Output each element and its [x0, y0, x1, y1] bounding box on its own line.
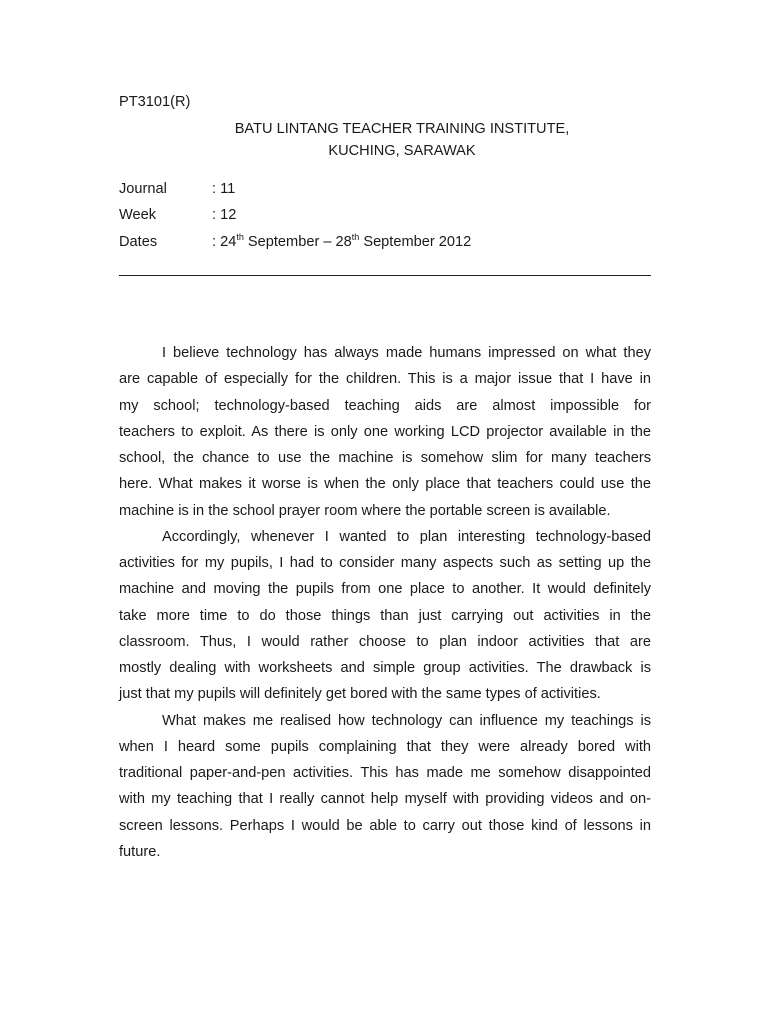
paragraph [119, 527, 651, 711]
date-start: : 24 [212, 234, 237, 250]
paragraph [119, 343, 651, 527]
text-line: just that my pupils will definitely get bored with the same types of activities. [119, 686, 601, 703]
journal-value: : 11 [212, 181, 236, 197]
institution-location: KUCHING, SARAWAK [328, 143, 476, 159]
text-line: when I heard some pupils complaining that they were already bored with [119, 738, 651, 755]
text-line: mostly dealing with worksheets and simple group activities. The drawback is [119, 660, 651, 676]
text-line: Accordingly, whenever I wanted to plan interesting technology-based [162, 528, 651, 545]
date-year: September 2012 [359, 234, 472, 250]
text-line: my school; technology-based teaching aids are almost impossible for [119, 397, 651, 414]
institution-name: BATU LINTANG TEACHER TRAINING INSTITUTE, [234, 121, 570, 137]
ordinal: th [236, 232, 244, 242]
text-line: with my teaching that I really cannot help myself with providing videos and on- [119, 791, 651, 808]
horizontal-rule [119, 275, 651, 276]
dates-value [212, 234, 471, 250]
text-line: traditional paper-and-pen activities. This has made me somehow disappointed [119, 765, 651, 781]
text-line: school, the chance to use the machine is somehow slim for many teachers [119, 450, 651, 466]
text-line: What makes me realised how technology can influence my teachings is [162, 712, 651, 729]
text-line: future. [119, 843, 161, 860]
text-line: teachers to exploit. As there is only one working LCD projector available in the [119, 423, 651, 440]
text-line: screen lessons. Perhaps I would be able to carry out those kind of lessons in [119, 817, 651, 834]
journal-body [119, 343, 651, 868]
text-line: machine is in the school prayer room where the portable screen is available. [119, 502, 611, 519]
document-code: PT3101(R) [119, 94, 191, 110]
text-line: machine and moving the pupils from one place to another. It would definitely [119, 581, 651, 598]
week-value: : 12 [212, 207, 237, 223]
text-line: I believe technology has always made humans impressed on what they [162, 345, 651, 361]
date-end: September – 28 [243, 234, 352, 250]
ordinal: th [351, 232, 360, 242]
journal-label: Journal [119, 181, 167, 197]
text-line: activities for my pupils, I had to consider many aspects such as setting up the [119, 555, 651, 571]
week-label: Week [119, 207, 157, 223]
dates-label: Dates [119, 234, 158, 250]
text-line: take more time to do those things than just carrying out activities in the [119, 607, 651, 624]
paragraph [119, 711, 651, 869]
text-line: classroom. Thus, I would rather choose to plan indoor activities that are [119, 633, 651, 650]
text-line: here. What makes it worse is when the only place that teachers could use the [119, 476, 651, 493]
text-line: are capable of especially for the children. This is a major issue that I have in [119, 371, 651, 388]
